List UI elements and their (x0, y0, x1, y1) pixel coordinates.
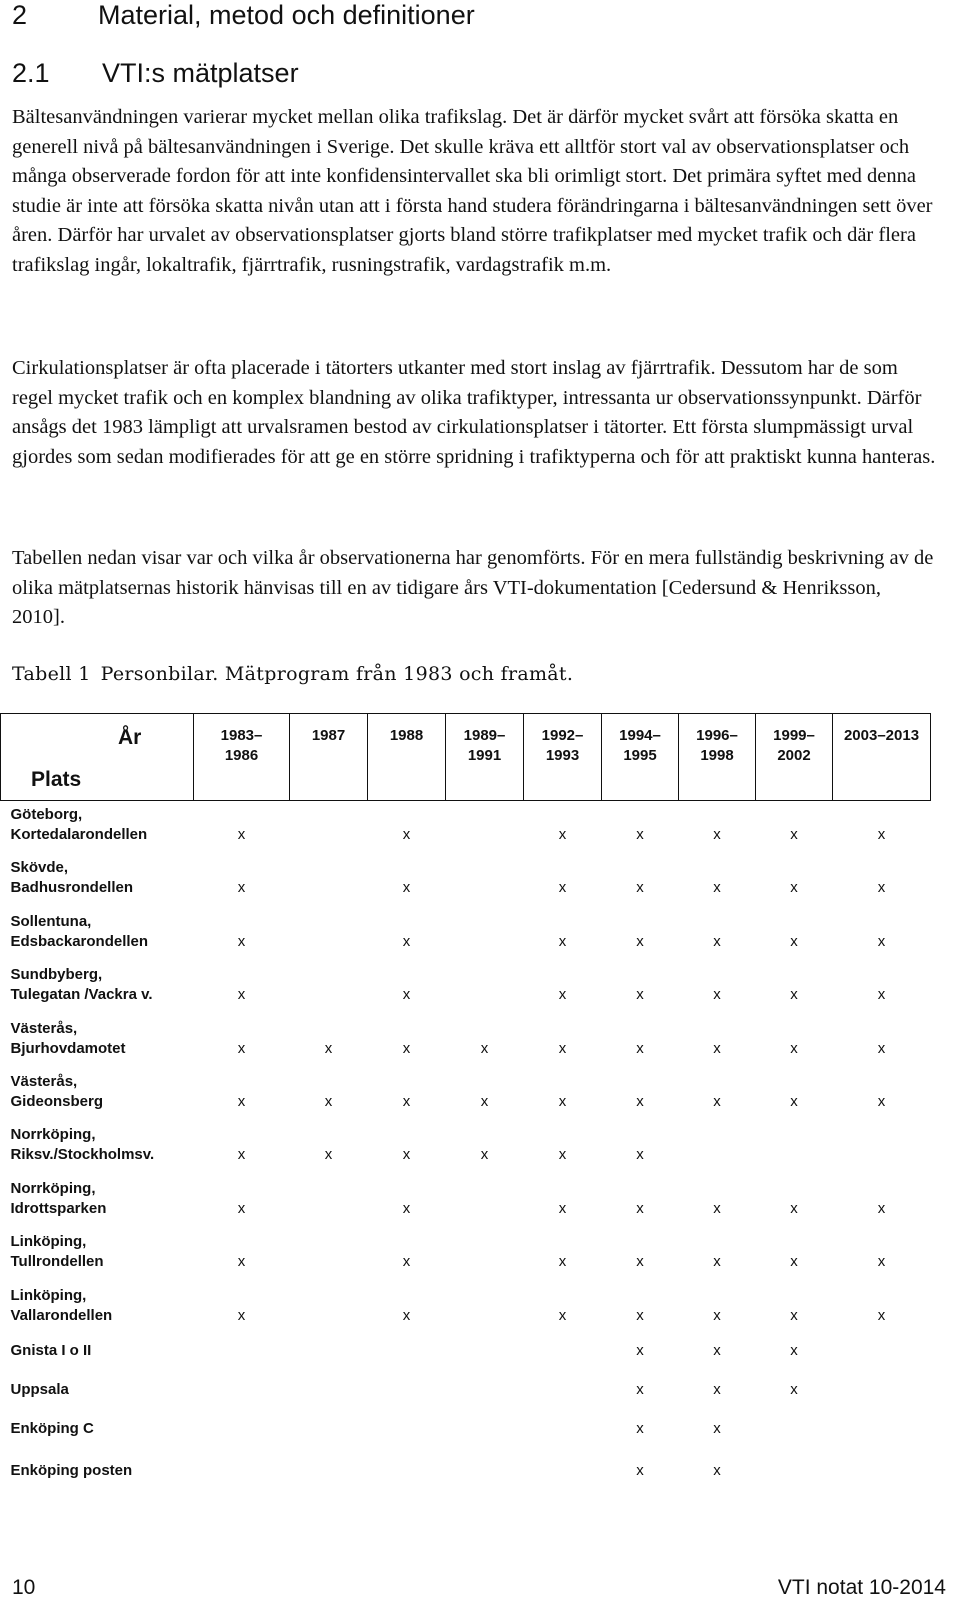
table-row (1, 1273, 931, 1326)
table-row (1, 1166, 931, 1219)
observation-mark-cell: x (877, 932, 886, 950)
place-name-line: Badhusrondellen (10, 879, 134, 897)
place-name-line: Edsbackarondellen (10, 932, 149, 950)
observation-mark-cell: x (636, 986, 644, 1004)
observation-mark-cell: x (713, 1199, 721, 1217)
place-name-line: Västerås, (10, 1019, 78, 1037)
observation-mark-cell: x (237, 826, 246, 843)
table-row (1, 1113, 931, 1166)
observation-mark-cell: x (713, 1419, 721, 1437)
observation-mark-cell: x (636, 879, 644, 897)
observation-mark-cell (524, 1404, 602, 1443)
place-name-line: Kortedalarondellen (10, 826, 148, 843)
observation-mark-cell: x (790, 1306, 798, 1324)
observation-mark-cell (290, 1404, 368, 1443)
section-title: Material, metod och definitioner (98, 0, 475, 30)
observation-mark-cell: x (480, 1146, 489, 1164)
place-name-line: Vallarondellen (10, 1306, 113, 1324)
observation-mark-cell (756, 1443, 833, 1485)
observation-mark-cell: x (790, 1039, 798, 1057)
table-row (1, 899, 931, 952)
place-name-line: Bjurhovdamotet (10, 1039, 126, 1057)
table-header-row (1, 714, 931, 801)
observation-mark-cell: x (713, 879, 721, 897)
observation-mark-cell: x (558, 932, 567, 950)
place-name-line: Norrköping, (10, 1179, 96, 1197)
place-name-line: Linköping, (10, 1233, 87, 1251)
year-column-header: 1989– 1991 (446, 714, 524, 801)
observation-mark-cell: x (713, 1306, 721, 1324)
place-name-cell (1, 1273, 194, 1326)
observation-mark-cell: x (636, 1381, 644, 1399)
observation-mark-cell (524, 1365, 602, 1404)
observation-mark-cell: x (402, 879, 411, 897)
place-name-cell (1, 1327, 194, 1366)
observation-mark-cell: x (558, 1146, 567, 1164)
observation-mark-cell (524, 1327, 602, 1366)
observation-mark-cell: x (558, 879, 567, 897)
place-name-cell (1, 1365, 194, 1404)
table-row (1, 1327, 931, 1366)
table-row (1, 1006, 931, 1059)
place-name-line: Tullrondellen (10, 1253, 104, 1271)
observation-mark-cell: x (558, 1253, 567, 1271)
place-name-cell (1, 1060, 194, 1113)
observation-mark-cell (446, 953, 524, 1006)
place-name-line: Enköping C (10, 1419, 94, 1437)
place-name-line: Sollentuna, (10, 912, 92, 930)
observation-mark-cell: x (402, 1092, 411, 1110)
table-caption (12, 660, 573, 688)
observation-mark-cell: x (636, 1342, 644, 1360)
observation-mark-cell: x (636, 1419, 644, 1437)
observation-mark-cell: x (402, 932, 411, 950)
observation-mark-cell (833, 1327, 931, 1366)
observation-mark-cell (833, 1404, 931, 1443)
observation-mark-cell (290, 1273, 368, 1326)
place-name-line: Idrottsparken (10, 1199, 107, 1217)
observation-mark-cell: x (713, 932, 721, 950)
observation-mark-cell (290, 1327, 368, 1366)
header-place-label: Plats (31, 768, 82, 791)
year-column-header: 2003–2013 (833, 714, 931, 801)
observation-mark-cell (446, 1273, 524, 1326)
table-row (1, 1443, 931, 1485)
observation-mark-cell: x (877, 986, 886, 1004)
year-column-header: 1994– 1995 (602, 714, 679, 801)
observation-mark-cell: x (877, 879, 886, 897)
observation-mark-cell: x (558, 1092, 567, 1110)
place-name-cell (1, 1006, 194, 1059)
observation-mark-cell (756, 1113, 833, 1166)
place-name-line: Enköping posten (10, 1461, 133, 1479)
observation-mark-cell: x (636, 1461, 644, 1479)
observation-mark-cell: x (636, 1146, 644, 1164)
place-name-line: Tulegatan /Vackra v. (10, 986, 153, 1004)
table-caption-text: Personbilar. Mätprogram från 1983 och framåt. (100, 663, 574, 685)
observation-mark-cell: x (790, 1199, 798, 1217)
observation-mark-cell: x (790, 1381, 798, 1399)
observation-mark-cell: x (877, 1092, 886, 1110)
subsection-title: VTI:s mätplatser (102, 58, 299, 88)
observation-mark-cell (368, 1327, 446, 1366)
observation-mark-cell: x (790, 826, 798, 843)
place-name-line: Uppsala (10, 1381, 69, 1399)
observation-mark-cell (446, 846, 524, 899)
section-number: 2 (12, 0, 28, 30)
observation-mark-cell: x (237, 1306, 246, 1324)
place-name-line: Gideonsberg (10, 1092, 104, 1110)
observation-mark-cell (446, 1327, 524, 1366)
observation-mark-cell: x (558, 1199, 567, 1217)
observation-mark-cell: x (713, 1039, 721, 1057)
header-year-label: År (118, 726, 142, 749)
table-row (1, 1220, 931, 1273)
observation-mark-cell: x (713, 1342, 721, 1360)
observation-mark-cell: x (324, 1092, 333, 1110)
observation-mark-cell: x (402, 986, 411, 1004)
observation-mark-cell (194, 1404, 290, 1443)
observation-mark-cell: x (877, 1253, 886, 1271)
paragraph-3: Tabellen nedan visar var och vilka år observationerna har genomförts. För en mera fullständig beskrivning av de olika mätplatsernas historik hänvisas till en av tidigare års VTI-dokumentation [Cedersund & Henriksson, 2010]. (12, 547, 934, 628)
observation-mark-cell: x (790, 879, 798, 897)
observation-mark-cell: x (877, 1199, 886, 1217)
observation-mark-cell (290, 1443, 368, 1485)
observation-mark-cell (290, 899, 368, 952)
observation-mark-cell: x (558, 1306, 567, 1324)
table-row (1, 1060, 931, 1113)
observation-mark-cell: x (402, 1199, 411, 1217)
place-name-line: Gnista I o II (10, 1342, 92, 1360)
observation-mark-cell: x (237, 1146, 246, 1164)
observation-mark-cell (524, 1443, 602, 1485)
subsection-number: 2.1 (12, 58, 50, 88)
observation-mark-cell (833, 1365, 931, 1404)
observation-mark-cell: x (237, 1253, 246, 1271)
observation-mark-cell (290, 1365, 368, 1404)
observation-mark-cell: x (790, 1253, 798, 1271)
year-column-header: 1996– 1998 (679, 714, 756, 801)
observation-mark-cell: x (558, 826, 567, 843)
observation-mark-cell: x (636, 1092, 644, 1110)
place-name-cell (1, 953, 194, 1006)
observation-mark-cell: x (636, 1199, 644, 1217)
observation-mark-cell: x (558, 1039, 567, 1057)
observation-mark-cell: x (237, 1092, 246, 1110)
observation-mark-cell: x (636, 1039, 644, 1057)
observation-mark-cell: x (480, 1092, 489, 1110)
observation-mark-cell: x (790, 1342, 798, 1360)
observation-mark-cell (446, 1220, 524, 1273)
observation-mark-cell: x (713, 986, 721, 1004)
place-name-cell (1, 1404, 194, 1443)
observation-mark-cell (290, 953, 368, 1006)
observation-mark-cell: x (636, 1306, 644, 1324)
observation-mark-cell: x (790, 932, 798, 950)
table-row (1, 801, 931, 847)
observation-mark-cell (368, 1365, 446, 1404)
publication-footer: VTI notat 10-2014 (777, 1576, 946, 1599)
paragraph-2: Cirkulationsplatser är ofta placerade i tätorters utkanter med stort inslag av fjärrtrafik. Dessutom har de som regel mycket trafik och en komplex blandning av olika trafiktyper, intressanta ur observationssynpunkt. Därför ansågs det 1983 lämpligt att urvalsramen bestod av cirkulationsplatser i tätorter. Ett första slumpmässigt urval gjordes som sedan modifierades för att ge en större spridning i trafiktyperna och för att praktiskt kunna hanteras. (12, 357, 936, 468)
observation-mark-cell: x (713, 1461, 721, 1479)
observation-mark-cell: x (237, 986, 246, 1004)
observation-mark-cell: x (480, 1039, 489, 1057)
observation-mark-cell (446, 1365, 524, 1404)
observation-mark-cell: x (636, 826, 644, 843)
observation-mark-cell (290, 801, 368, 847)
place-name-cell (1, 1220, 194, 1273)
observation-mark-cell: x (877, 1306, 886, 1324)
observation-mark-cell: x (877, 1039, 886, 1057)
table-row (1, 953, 931, 1006)
observation-mark-cell: x (713, 1381, 721, 1399)
place-name-line: Sundbyberg, (10, 966, 103, 984)
observation-mark-cell (290, 1220, 368, 1273)
place-name-cell (1, 801, 194, 847)
observation-mark-cell: x (790, 1092, 798, 1110)
observation-mark-cell: x (324, 1039, 333, 1057)
observation-mark-cell: x (237, 879, 246, 897)
year-column-header: 1987 (290, 714, 368, 801)
place-name-line: Skövde, (10, 859, 69, 877)
observation-mark-cell: x (636, 932, 644, 950)
place-name-cell (1, 846, 194, 899)
observation-mark-cell (446, 1166, 524, 1219)
observation-mark-cell (446, 1443, 524, 1485)
observation-mark-cell (679, 1113, 756, 1166)
observation-mark-cell: x (713, 1253, 721, 1271)
observation-mark-cell (194, 1365, 290, 1404)
year-column-header: 1999– 2002 (756, 714, 833, 801)
observation-mark-cell: x (402, 826, 411, 843)
place-name-line: Linköping, (10, 1286, 87, 1304)
table-row (1, 846, 931, 899)
observation-mark-cell (290, 846, 368, 899)
observation-mark-cell (446, 1404, 524, 1443)
place-name-cell (1, 1113, 194, 1166)
paragraph-1: Bältesanvändningen varierar mycket mellan olika trafikslag. Det är därför mycket svårt att försöka skatta en generell nivå på bältesanvändningen i Sverige. Det skulle kräva ett alltför stort val av observationsplatser och många observerade fordon för att inte konfidensintervallet ska bli orimligt stort. Det primära syftet med denna studie är inte att försöka skatta nivån utan att i första hand studera förändringarna i bältesanvändningen sett över åren. Därför har urvalet av observationsplatser gjorts bland större trafikplatser med mycket trafik och där flera trafikslag ingår, lokaltrafik, fjärrtrafik, rusningstrafik, vardagstrafik m.m. (12, 106, 933, 276)
observation-mark-cell: x (402, 1146, 411, 1164)
observation-mark-cell (446, 899, 524, 952)
year-column-header: 1988 (368, 714, 446, 801)
observation-mark-cell: x (402, 1253, 411, 1271)
observation-mark-cell: x (402, 1306, 411, 1324)
place-name-cell (1, 899, 194, 952)
observation-mark-cell (833, 1113, 931, 1166)
place-name-line: Norrköping, (10, 1126, 96, 1144)
subsection-heading (12, 58, 299, 88)
observation-mark-cell: x (324, 1146, 333, 1164)
observation-mark-cell: x (237, 1039, 246, 1057)
section-heading (12, 0, 475, 30)
observation-mark-cell (368, 1404, 446, 1443)
observation-mark-cell: x (713, 826, 721, 843)
observation-mark-cell: x (790, 986, 798, 1004)
measurement-program-table (0, 713, 931, 1485)
table-row (1, 1365, 931, 1404)
year-column-header: 1983– 1986 (194, 714, 290, 801)
observation-mark-cell (194, 1443, 290, 1485)
observation-mark-cell (446, 801, 524, 847)
place-name-cell (1, 1443, 194, 1485)
observation-mark-cell: x (237, 1199, 246, 1217)
place-name-line: Göteborg, (10, 806, 83, 823)
table-row (1, 1404, 931, 1443)
observation-mark-cell (368, 1443, 446, 1485)
place-name-cell (1, 1166, 194, 1219)
header-corner-cell (1, 714, 194, 801)
observation-mark-cell: x (713, 1092, 721, 1110)
page-number: 10 (12, 1576, 36, 1599)
table-caption-label: Tabell 1 (12, 663, 91, 685)
observation-mark-cell (833, 1443, 931, 1485)
observation-mark-cell (194, 1327, 290, 1366)
observation-mark-cell (756, 1404, 833, 1443)
observation-mark-cell: x (877, 826, 886, 843)
observation-mark-cell: x (636, 1253, 644, 1271)
observation-mark-cell: x (558, 986, 567, 1004)
place-name-line: Västerås, (10, 1072, 78, 1090)
observation-mark-cell (290, 1166, 368, 1219)
observation-mark-cell: x (402, 1039, 411, 1057)
observation-mark-cell: x (237, 932, 246, 950)
place-name-line: Riksv./Stockholmsv. (10, 1146, 155, 1164)
year-column-header: 1992– 1993 (524, 714, 602, 801)
